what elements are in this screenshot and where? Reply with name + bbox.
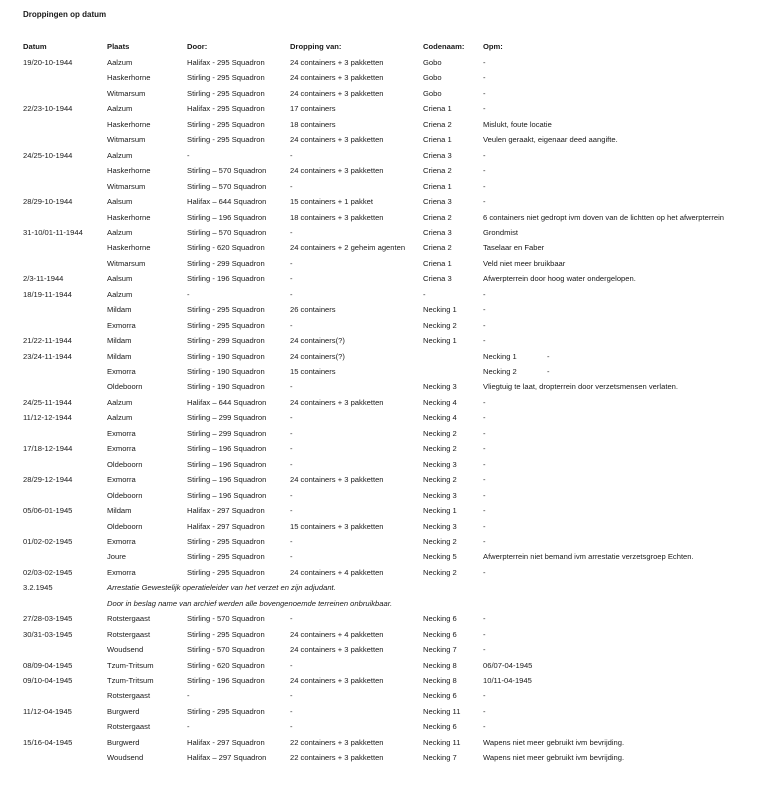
cell-opm: -: [483, 691, 486, 701]
cell-drop: 24 containers + 3 pakketten: [290, 645, 384, 655]
table-row: [0, 660, 768, 675]
cell-opm: -: [483, 506, 486, 516]
cell-place: Oldeboorn: [107, 521, 143, 531]
cell-by: Stirling – 196 Squadron: [187, 490, 267, 500]
table-row: [0, 721, 768, 736]
cell-drop: 24 containers(?): [290, 351, 345, 361]
cell-place: Exmorra: [107, 428, 136, 438]
table-row: [0, 212, 768, 227]
cell-opm: Vliegtuig te laat, dropterrein door verzetsmensen verlaten.: [483, 382, 679, 392]
cell-code: Criena 1: [423, 181, 452, 191]
cell-by: Stirling - 570 Squadron: [187, 645, 265, 655]
table-row: [0, 242, 768, 257]
cell-opm: Afwerpterrein niet bemand ivm arrestatie verzetsgroep Echten.: [483, 552, 694, 562]
table-row: [0, 737, 768, 752]
cell-by: Stirling – 299 Squadron: [187, 428, 267, 438]
cell-code: Gobo: [423, 58, 442, 67]
cell-place: Burgwerd: [107, 737, 140, 747]
cell-date: 02/03-02-1945: [23, 567, 73, 577]
cell-drop: -: [290, 227, 293, 237]
cell-code: Necking 1: [423, 336, 457, 346]
cell-date: 09/10-04-1945: [23, 676, 73, 685]
cell-opm: -: [483, 428, 486, 438]
table-row: [0, 351, 768, 366]
cell-opm: -: [483, 58, 486, 67]
cell-drop: -: [290, 413, 293, 423]
cell-opm: -: [483, 150, 486, 160]
cell-date: 11/12-04-1945: [23, 706, 72, 716]
table-row: [0, 536, 768, 551]
cell-drop: -: [290, 536, 293, 546]
cell-place: Rotstergaast: [107, 629, 151, 639]
table-row: [0, 412, 768, 427]
table-row: [0, 289, 768, 304]
table-row: [0, 150, 768, 165]
cell-opm: 10/11-04-1945: [483, 676, 532, 685]
cell-code: Criena 3: [423, 197, 452, 207]
cell-code: Necking 6: [423, 614, 457, 624]
table-row: [0, 490, 768, 505]
table-row: [0, 459, 768, 474]
cell-place: Tzum-Tritsum: [107, 660, 154, 670]
cell-by: Stirling – 570 Squadron: [187, 166, 267, 176]
cell-opm: 06/07-04-1945: [483, 660, 533, 670]
cell-by: Stirling - 190 Squadron: [187, 382, 265, 392]
cell-drop: -: [290, 150, 293, 160]
table-row: [0, 181, 768, 196]
cell-by: -: [187, 289, 190, 299]
cell-opm: -: [483, 614, 486, 624]
cell-by: Stirling – 196 Squadron: [187, 459, 267, 469]
cell-code: Necking 2: [423, 428, 457, 438]
cell-drop: 24 containers + 3 pakketten: [290, 475, 384, 485]
cell-opm: Necking 2: [483, 367, 517, 376]
cell-drop: -: [290, 552, 293, 562]
cell-place: Haskerhorne: [107, 166, 151, 176]
cell-by: Halifax - 297 Squadron: [187, 506, 265, 516]
table-row: [0, 551, 768, 566]
cell-date: 15/16-04-1945: [23, 737, 73, 747]
table-row: [0, 258, 768, 273]
cell-opm: -: [483, 521, 486, 531]
cell-by: Halifax - 297 Squadron: [187, 521, 265, 531]
cell-opm: -: [483, 536, 486, 546]
cell-drop: -: [290, 490, 293, 500]
table-row: [0, 613, 768, 628]
cell-drop: 24 containers(?): [290, 336, 345, 346]
cell-place: Rotstergaast: [107, 691, 151, 701]
cell-by: Stirling - 295 Squadron: [187, 119, 265, 129]
cell-drop: -: [290, 614, 293, 624]
cell-drop: 24 containers + 3 pakketten: [290, 135, 384, 145]
cell-by: Stirling - 299 Squadron: [187, 258, 265, 268]
cell-date: 2/3-11-1944: [23, 274, 64, 284]
cell-drop: -: [290, 444, 293, 454]
cell-opm: -: [483, 722, 486, 732]
table-row: [0, 196, 768, 211]
cell-code: Necking 5: [423, 552, 457, 562]
table-row: [0, 567, 768, 582]
cell-date: 19/20-10-1944: [23, 58, 73, 67]
table-row: [0, 119, 768, 134]
cell-opm: -: [483, 197, 486, 207]
cell-by: -: [187, 150, 190, 160]
table-row: [0, 675, 768, 690]
cell-drop: 26 containers: [290, 305, 336, 315]
table-row: [0, 320, 768, 335]
cell-place: Woudsend: [107, 753, 144, 763]
cell-by: Stirling - 295 Squadron: [187, 135, 265, 145]
cell-by: Stirling - 190 Squadron: [187, 367, 265, 376]
cell-by: Halifax - 295 Squadron: [187, 58, 265, 67]
cell-code: Necking 2: [423, 444, 457, 454]
cell-opm: -: [483, 320, 486, 330]
cell-code: Necking 8: [423, 660, 457, 670]
cell-by: Stirling - 196 Squadron: [187, 676, 265, 685]
cell-code: Criena 2: [423, 166, 452, 176]
cell-code: Criena 2: [423, 212, 452, 222]
cell-by: -: [187, 722, 190, 732]
cell-place: Mildam: [107, 305, 132, 315]
cell-opm: -: [483, 475, 486, 485]
header-opm: Opm:: [483, 42, 503, 51]
cell-drop: -: [290, 506, 293, 516]
cell-place: Exmorra: [107, 320, 136, 330]
cell-place: Aalzum: [107, 227, 133, 237]
cell-date: 23/24-11-1944: [23, 351, 72, 361]
cell-drop: 15 containers + 3 pakketten: [290, 521, 384, 531]
cell-code: Necking 3: [423, 459, 457, 469]
cell-by: Stirling - 295 Squadron: [187, 320, 265, 330]
cell-by: Stirling - 190 Squadron: [187, 351, 265, 361]
cell-drop: -: [290, 181, 293, 191]
cell-drop: -: [290, 320, 293, 330]
cell-place: Oldeboorn: [107, 490, 143, 500]
cell-opm: Veulen geraakt, eigenaar deed aangifte.: [483, 135, 618, 145]
table-row: [0, 335, 768, 350]
cell-place: Witmarsum: [107, 88, 146, 98]
table-row: [0, 706, 768, 721]
table-row: [0, 644, 768, 659]
cell-drop: -: [290, 660, 293, 670]
cell-drop: 24 containers + 3 pakketten: [290, 166, 384, 176]
cell-drop: -: [290, 289, 293, 299]
cell-place: Witmarsum: [107, 181, 146, 191]
cell-opm: -: [483, 459, 486, 469]
table-row: [0, 598, 768, 613]
cell-opm: -: [483, 88, 486, 98]
cell-drop: 24 containers + 3 pakketten: [290, 88, 384, 98]
cell-code: Necking 3: [423, 382, 457, 392]
cell-place: Aalzum: [107, 104, 133, 114]
cell-place: Burgwerd: [107, 706, 140, 716]
cell-place: Tzum-Tritsum: [107, 676, 154, 685]
cell-place: Oldeboorn: [107, 459, 143, 469]
cell-code: Criena 1: [423, 104, 452, 114]
cell-by: Stirling – 299 Squadron: [187, 413, 267, 423]
cell-opm: 6 containers niet gedropt ivm doven van de lichtten op het afwerpterrein: [483, 212, 725, 222]
cell-drop: -: [290, 382, 293, 392]
cell-drop: -: [290, 691, 293, 701]
cell-code: Necking 3: [423, 490, 457, 500]
cell-opm: Taselaar en Faber: [483, 243, 545, 253]
table-row: [0, 381, 768, 396]
table-row: [0, 397, 768, 412]
table-row: [0, 103, 768, 118]
cell-place: Aalzum: [107, 413, 133, 423]
cell-by: -: [187, 691, 190, 701]
cell-by: Stirling - 295 Squadron: [187, 88, 265, 98]
cell-drop: -: [290, 706, 293, 716]
cell-code: Necking 1: [423, 305, 457, 315]
cell-by: Stirling - 295 Squadron: [187, 305, 265, 315]
cell-opm: -: [483, 567, 486, 577]
cell-place: Haskerhorne: [107, 212, 151, 222]
cell-by: Halifax - 297 Squadron: [187, 737, 265, 747]
cell-drop: -: [290, 274, 293, 284]
cell-opm: Afwerpterrein door hoog water ondergelopen.: [483, 274, 636, 284]
cell-by: Stirling - 295 Squadron: [187, 536, 265, 546]
cell-extra: -: [547, 351, 550, 361]
cell-date: 01/02-02-1945: [23, 536, 73, 546]
table-row: [0, 165, 768, 180]
header-place: Plaats: [107, 42, 130, 51]
cell-code: Necking 7: [423, 753, 457, 763]
cell-opm: -: [483, 336, 486, 346]
cell-place: Mildam: [107, 336, 132, 346]
cell-by: Halifax – 644 Squadron: [187, 197, 267, 207]
cell-place: Woudsend: [107, 645, 144, 655]
cell-by: Stirling – 570 Squadron: [187, 227, 267, 237]
table-row: [0, 72, 768, 87]
cell-opm: -: [483, 444, 486, 454]
table-row: [0, 629, 768, 644]
cell-drop: -: [290, 428, 293, 438]
cell-drop: 22 containers + 3 pakketten: [290, 737, 384, 747]
cell-by: Stirling - 295 Squadron: [187, 567, 265, 577]
table-row: [0, 690, 768, 705]
cell-date: 18/19-11-1944: [23, 289, 72, 299]
cell-drop: 15 containers: [290, 367, 336, 376]
cell-code: Criena 2: [423, 119, 452, 129]
cell-opm: -: [483, 706, 486, 716]
cell-place: Exmorra: [107, 367, 136, 376]
cell-code: Necking 11: [423, 737, 461, 747]
cell-place: Joure: [107, 552, 126, 562]
cell-code: Gobo: [423, 88, 442, 98]
cell-date: 22/23-10-1944: [23, 104, 73, 114]
cell-place: Witmarsum: [107, 258, 146, 268]
cell-date: 30/31-03-1945: [23, 629, 73, 639]
cell-opm: -: [483, 289, 486, 299]
cell-code: Necking 6: [423, 722, 457, 732]
table-row: [0, 134, 768, 149]
cell-place: Exmorra: [107, 536, 136, 546]
table-row: [0, 88, 768, 103]
cell-drop: -: [290, 258, 293, 268]
table-row: [0, 304, 768, 319]
cell-place: Haskerhorne: [107, 119, 151, 129]
cell-drop: 18 containers + 3 pakketten: [290, 212, 384, 222]
cell-opm: Wapens niet meer gebruikt ivm bevrijding.: [483, 737, 625, 747]
cell-by: Stirling – 196 Squadron: [187, 444, 267, 454]
cell-place: Aalzum: [107, 289, 133, 299]
table-row: [0, 366, 768, 381]
cell-note: Door in beslag name van archief werden alle bovengenoemde terreinen onbruikbaar.: [107, 598, 393, 608]
cell-place: Exmorra: [107, 475, 136, 485]
cell-code: Necking 2: [423, 320, 457, 330]
cell-drop: -: [290, 722, 293, 732]
cell-opm: -: [483, 104, 486, 114]
cell-place: Witmarsum: [107, 135, 146, 145]
cell-opm: Necking 1: [483, 351, 517, 361]
cell-by: Stirling - 570 Squadron: [187, 614, 265, 624]
cell-opm: Veld niet meer bruikbaar: [483, 258, 566, 268]
cell-date: 24/25-11-1944: [23, 397, 72, 407]
cell-date: 27/28-03-1945: [23, 614, 73, 624]
cell-opm: -: [483, 413, 486, 423]
table-row: [0, 582, 768, 597]
cell-place: Aalsum: [107, 274, 133, 284]
cell-code: Necking 4: [423, 413, 457, 423]
cell-by: Halifax – 297 Squadron: [187, 753, 267, 763]
cell-date: 05/06-01-1945: [23, 506, 73, 516]
header-code: Codenaam:: [423, 42, 465, 51]
cell-drop: 24 containers + 4 pakketten: [290, 567, 384, 577]
cell-place: Haskerhorne: [107, 243, 151, 253]
cell-opm: -: [483, 73, 486, 83]
cell-date: 08/09-04-1945: [23, 660, 73, 670]
cell-code: Criena 3: [423, 274, 452, 284]
cell-by: Stirling – 570 Squadron: [187, 181, 267, 191]
cell-code: Criena 3: [423, 150, 452, 160]
cell-opm: -: [483, 166, 486, 176]
cell-by: Stirling - 295 Squadron: [187, 706, 265, 716]
cell-date: 3.2.1945: [23, 583, 53, 593]
cell-opm: Grondmist: [483, 227, 519, 237]
cell-place: Aalzum: [107, 150, 133, 160]
cell-code: Necking 6: [423, 629, 457, 639]
cell-drop: 24 containers + 4 pakketten: [290, 629, 384, 639]
cell-place: Exmorra: [107, 567, 136, 577]
cell-drop: 24 containers + 3 pakketten: [290, 58, 384, 67]
cell-code: Necking 7: [423, 645, 457, 655]
cell-place: Mildam: [107, 506, 132, 516]
cell-by: Stirling - 620 Squadron: [187, 243, 265, 253]
cell-place: Aalzum: [107, 58, 133, 67]
cell-date: 28/29-12-1944: [23, 475, 73, 485]
cell-code: Necking 11: [423, 706, 461, 716]
cell-code: Necking 2: [423, 536, 457, 546]
cell-code: Necking 2: [423, 567, 457, 577]
cell-date: 28/29-10-1944: [23, 197, 73, 207]
table-row: [0, 474, 768, 489]
cell-opm: -: [483, 490, 486, 500]
table-row: [0, 443, 768, 458]
table-row: [0, 273, 768, 288]
cell-date: 31-10/01-11-1944: [23, 227, 83, 237]
cell-code: Gobo: [423, 73, 442, 83]
cell-place: Aalsum: [107, 197, 133, 207]
cell-drop: 24 containers + 3 pakketten: [290, 676, 384, 685]
cell-code: Necking 8: [423, 676, 457, 685]
cell-drop: 24 containers + 3 pakketten: [290, 397, 384, 407]
cell-by: Halifax – 644 Squadron: [187, 397, 267, 407]
cell-drop: 17 containers: [290, 104, 336, 114]
table-row: [0, 505, 768, 520]
cell-code: Criena 3: [423, 227, 452, 237]
cell-by: Stirling - 196 Squadron: [187, 274, 265, 284]
cell-code: Necking 2: [423, 475, 457, 485]
cell-place: Aalzum: [107, 397, 133, 407]
cell-by: Stirling – 196 Squadron: [187, 212, 267, 222]
cell-opm: -: [483, 305, 486, 315]
cell-by: Halifax - 295 Squadron: [187, 104, 265, 114]
cell-opm: Wapens niet meer gebruikt ivm bevrijding.: [483, 753, 625, 763]
cell-code: Necking 3: [423, 521, 457, 531]
cell-place: Exmorra: [107, 444, 136, 454]
cell-place: Haskerhorne: [107, 73, 151, 83]
cell-note: Arrestatie Gewestelijk operatieleider van het verzet en zijn adjudant.: [107, 583, 336, 593]
cell-place: Oldeboorn: [107, 382, 143, 392]
cell-by: Stirling – 196 Squadron: [187, 475, 267, 485]
cell-date: 24/25-10-1944: [23, 150, 73, 160]
cell-drop: 24 containers + 2 geheim agenten: [290, 243, 406, 253]
table-row: [0, 428, 768, 443]
cell-opm: -: [483, 645, 486, 655]
cell-by: Stirling - 299 Squadron: [187, 336, 265, 346]
cell-code: Criena 1: [423, 135, 452, 145]
header-by: Door:: [187, 42, 208, 51]
cell-drop: 24 containers + 3 pakketten: [290, 73, 384, 83]
table-row: [0, 752, 768, 767]
cell-place: Rotstergaast: [107, 722, 151, 732]
cell-date: 11/12-12-1944: [23, 413, 72, 423]
cell-code: Criena 2: [423, 243, 452, 253]
cell-code: -: [423, 289, 426, 299]
cell-opm: -: [483, 397, 486, 407]
cell-by: Stirling - 620 Squadron: [187, 660, 265, 670]
cell-drop: 15 containers + 1 pakket: [290, 197, 373, 207]
table-row: [0, 57, 768, 72]
cell-opm: -: [483, 181, 486, 191]
cell-code: Necking 1: [423, 506, 457, 516]
cell-code: Necking 6: [423, 691, 457, 701]
cell-by: Stirling - 295 Squadron: [187, 629, 265, 639]
table-row: [0, 521, 768, 536]
cell-code: Necking 4: [423, 397, 457, 407]
cell-drop: -: [290, 459, 293, 469]
cell-place: Mildam: [107, 351, 132, 361]
cell-drop: 22 containers + 3 pakketten: [290, 753, 384, 763]
page-title: Droppingen op datum: [23, 10, 107, 19]
table-row: [0, 227, 768, 242]
cell-drop: 18 containers: [290, 119, 336, 129]
cell-by: Stirling - 295 Squadron: [187, 73, 265, 83]
header-drop: Dropping van:: [290, 42, 342, 51]
cell-extra: -: [547, 367, 550, 376]
cell-date: 17/18-12-1944: [23, 444, 73, 454]
header-date: Datum: [23, 42, 47, 51]
cell-place: Rotstergaast: [107, 614, 151, 624]
cell-by: Stirling - 295 Squadron: [187, 552, 265, 562]
cell-opm: -: [483, 629, 486, 639]
cell-opm: Mislukt, foute locatie: [483, 119, 552, 129]
cell-code: Criena 1: [423, 258, 452, 268]
cell-date: 21/22-11-1944: [23, 336, 72, 346]
